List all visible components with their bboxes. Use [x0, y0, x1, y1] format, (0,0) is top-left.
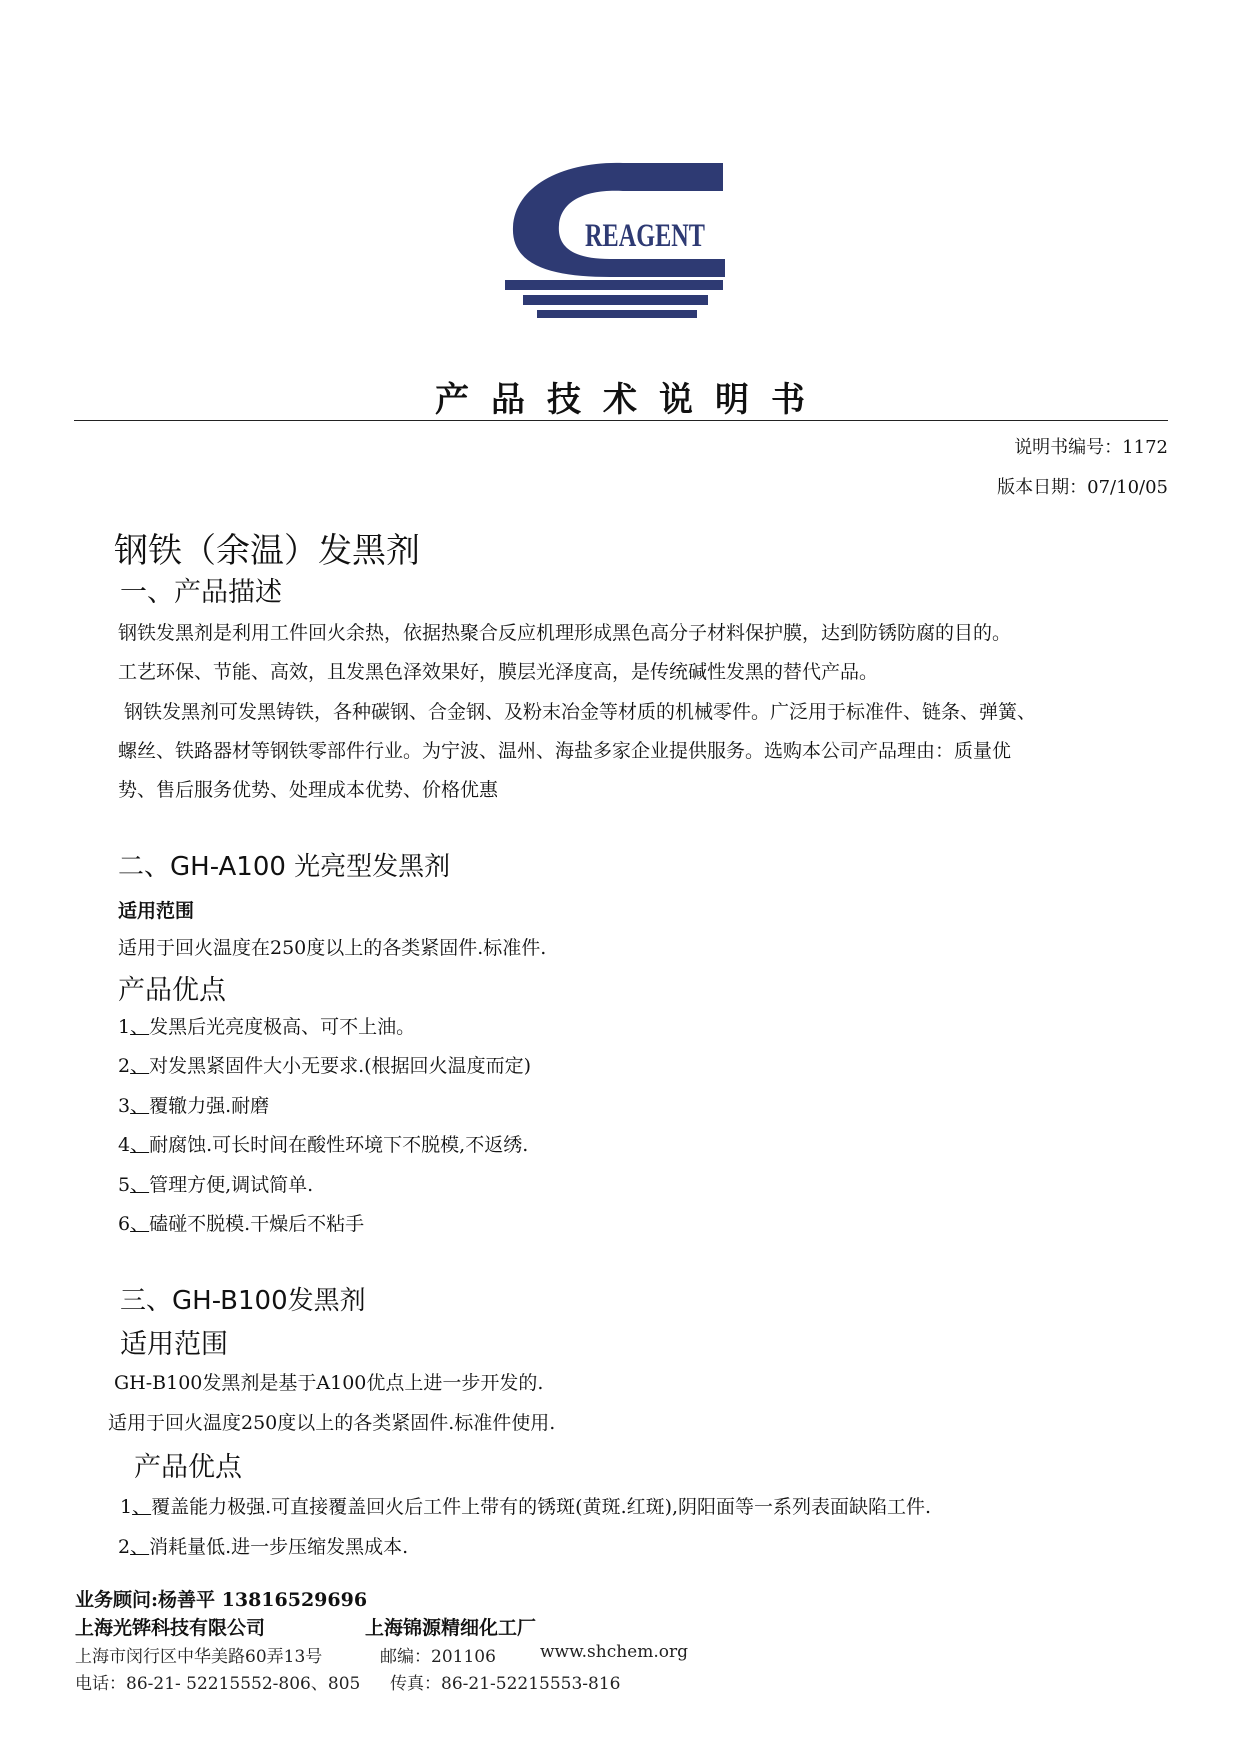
section1-line: 螺丝、铁路器材等钢铁零部件行业。为宁波、温州、海盐多家企业提供服务。选购本公司产品理由：质量优: [118, 740, 1012, 762]
company-name-2: 上海锦源精细化工厂: [365, 1617, 537, 1639]
advantage-item: 1、覆盖能力极强.可直接覆盖回火后工件上带有的锈斑(黄斑.红斑),阴阳面等一系列表面缺陷工件.: [120, 1496, 932, 1518]
postcode: 邮编：201106: [380, 1647, 496, 1667]
product-title: 钢铁（余温）发黑剂: [114, 531, 420, 571]
section1-line: 钢铁发黑剂可发黑铸铁，各种碳钢、合金钢、及粉末冶金等材质的机械零件。广泛用于标准件、链条、弹簧、: [118, 701, 1037, 723]
fax: 传真：86-21-52215553-816: [390, 1674, 621, 1694]
version-date: 版本日期：07/10/05: [997, 477, 1168, 498]
section1-heading: 一、产品描述: [120, 577, 282, 608]
advantage-item: 2、对发黑紧固件大小无要求.(根据回火温度而定): [118, 1055, 531, 1077]
section2-heading: 二、GH-A100 光亮型发黑剂: [118, 852, 451, 882]
section3-advantages-label: 产品优点: [134, 1452, 242, 1483]
document-title: 产品技术说明书: [435, 380, 827, 420]
phone: 电话：86-21- 52215552-806、805: [75, 1674, 361, 1694]
advantage-item: 5、管理方便,调试简单.: [118, 1174, 314, 1196]
section1-line: 势、售后服务优势、处理成本优势、价格优惠: [118, 779, 499, 801]
document-number: 说明书编号：1172: [1014, 437, 1168, 458]
company-name-1: 上海光铧科技有限公司: [75, 1617, 266, 1639]
logo-text: REAGENT: [585, 218, 705, 254]
section2-scope-label: 适用范围: [118, 900, 195, 922]
advantage-item: 3、覆辙力强.耐磨: [118, 1095, 270, 1117]
section3-heading: 三、GH-B100发黑剂: [120, 1286, 366, 1316]
company-address: 上海市闵行区中华美路60弄13号: [75, 1647, 323, 1667]
business-consultant: 业务顾问:杨善平 13816529696: [75, 1589, 368, 1611]
section3-scope-line: GH-B100发黑剂是基于A100优点上进一步开发的.: [114, 1372, 544, 1394]
advantage-item: 2、消耗量低.进一步压缩发黑成本.: [118, 1536, 409, 1558]
website: www.shchem.org: [540, 1642, 689, 1662]
section3-scope-label: 适用范围: [120, 1329, 228, 1360]
header-divider: [74, 420, 1168, 421]
advantage-item: 4、耐腐蚀.可长时间在酸性环境下不脱模,不返绣.: [118, 1134, 529, 1156]
advantage-item: 1、发黑后光亮度极高、可不上油。: [118, 1016, 416, 1038]
advantage-item: 6、磕碰不脱模.干燥后不粘手: [118, 1213, 365, 1235]
section1-line: 工艺环保、节能、高效，且发黑色泽效果好，膜层光泽度高，是传统碱性发黑的替代产品。: [118, 661, 879, 683]
reagent-logo: [505, 155, 735, 325]
section3-scope-line: 适用于回火温度250度以上的各类紧固件.标准件使用.: [108, 1412, 556, 1434]
section2-scope-text: 适用于回火温度在250度以上的各类紧固件.标准件.: [118, 937, 547, 959]
section2-advantages-label: 产品优点: [118, 975, 226, 1006]
section1-line: 钢铁发黑剂是利用工件回火余热，依据热聚合反应机理形成黑色高分子材料保护膜，达到防锈防腐的目的。: [118, 622, 1012, 644]
